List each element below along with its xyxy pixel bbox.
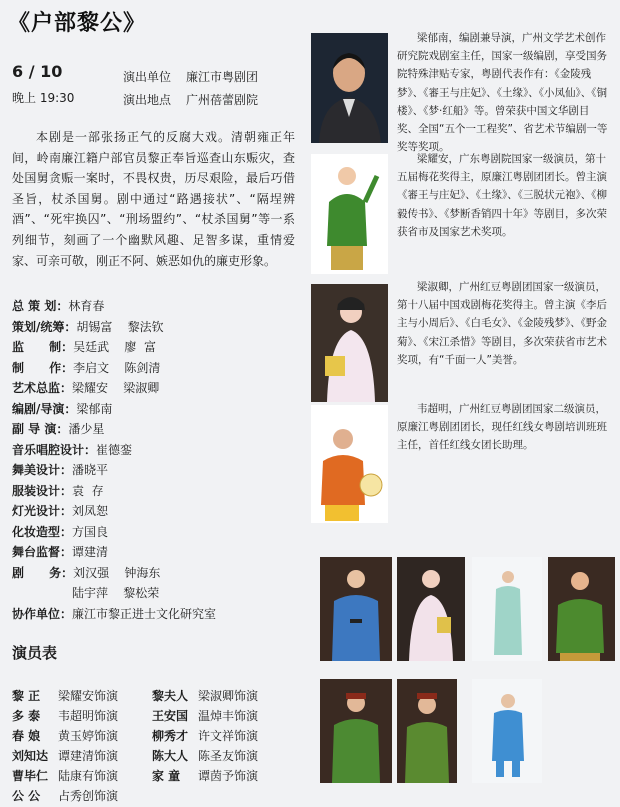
cast-row: 春 娘 黄玉婷饰演 柳秀才 许文祥饰演 <box>12 729 259 743</box>
credit-row: 艺术总监：梁耀安 梁淑卿 <box>12 381 160 395</box>
credit-row: 音乐唱腔设计：崔德銮 <box>12 442 133 457</box>
cast-heading: 演员表 <box>12 644 58 662</box>
credit-row: 制 作：李启文 陈剑清 <box>12 360 161 375</box>
page-title: 《户部黎公》 <box>8 11 147 36</box>
credit-row: 服装设计：袁 存 <box>12 483 104 498</box>
credit-row: 剧 务：刘汉强 钟海东 <box>12 565 161 580</box>
stage-photo-7 <box>472 679 542 783</box>
credit-row: 舞台监督：谭建清 <box>12 545 109 559</box>
stage-photo-3 <box>472 557 542 661</box>
stage-photo-5 <box>320 679 392 783</box>
credit-row: 协作单位：廉江市黎正进士文化研究室 <box>12 606 217 621</box>
venue-label: 演出地点 <box>123 93 172 107</box>
stage-photo-6 <box>397 679 457 783</box>
bio-wei-chaoming: 韦超明，广州红豆粤剧团国家二级演员，原廉江粤剧团团长，现任红线女粤剧培训班班主任，首任红线女团长助理。 <box>397 403 607 452</box>
credit-row: 舞美设计：潘晓平 <box>12 463 109 477</box>
director-photo <box>311 33 388 143</box>
actor-photo-wei-chaoming <box>311 405 388 523</box>
unit-label: 演出单位 <box>123 70 172 84</box>
cast-row: 刘知达 谭建清饰演 陈大人 陈圣友饰演 <box>12 749 259 763</box>
show-date: 6 / 10 <box>12 62 63 81</box>
credit-row: 总 策 划：林育春 <box>12 299 105 313</box>
actor-photo-liang-shuqing <box>311 284 388 402</box>
credit-row: 副 导 演：潘少星 <box>12 422 105 436</box>
bio-liang-yaoan: 梁耀安，广东粤剧院国家一级演员，第十五届梅花奖得主，原廉江粤剧团团长。曾主演《審王与庄妃》、《土缘》、《三脱状元袍》、《柳毅传书》、《梦断香销四十年》等剧目，多次荣获省市及国家艺术奖项。 <box>397 153 607 238</box>
cast-row: 多 泰 韦超明饰演 王安国 温焯丰饰演 <box>12 709 259 723</box>
cast-row: 黎 正 梁耀安饰演 黎夫人 梁淑卿饰演 <box>12 689 259 703</box>
credit-row: 陆宇萍 黎松荣 <box>72 586 160 600</box>
stage-photo-2 <box>397 557 465 661</box>
venue-value: 广州蓓蕾剧院 <box>186 93 259 107</box>
cast-row: 公 公 占秀创饰演 <box>12 789 119 803</box>
actor-photo-liang-yaoan <box>311 154 388 274</box>
stage-photo-1 <box>320 557 392 661</box>
credit-row: 编剧/导演：梁郁南 <box>12 401 113 416</box>
unit-value: 廉江市粤剧团 <box>186 70 259 84</box>
synopsis: 本剧是一部张扬正气的反腐大戏。清朝雍正年间，岭南廉江籍户部官员黎正奉旨巡查山东赈灾，查处国舅贪赈一案时，不畏权贵，历尽艰险，最后巧借圣旨，杖杀国舅。剧中通过“路遇接状”、“隔埕辨酒”、“死牢换囚”、“刑场盟约”、“杖杀国舅”等一系列细节，刻画了一个幽默风趣、足智多谋，重情爱家、可亲可敬，刚正不阿、嫉恶如仇的廉吏形象。 <box>12 130 295 268</box>
bio-liang-shuqing: 梁淑卿，广州红豆粤剧团国家一级演员，第十八届中国戏剧梅花奖得主。曾主演《李后主与小周后》、《白毛女》、《金陵残梦》、《野金菊》、《宋江杀惜》等剧目，多次荣获省市艺术奖项，有“千面一人”美誉。 <box>397 281 607 366</box>
cast-row: 曹毕仁 陆康有饰演 家 童 谭茵予饰演 <box>12 769 259 783</box>
bio-liang-yunan: 梁郁南，编剧兼导演，广州文学艺术创作研究院戏剧室主任，国家一级编剧，享受国务院特殊津贴专家，粤剧代表作有：《金陵残梦》、《審王与庄妃》、《土缘》、《小凤仙》、《铜楼》、《梦·红船》等。曾荣获中国文华剧目奖、全国“五个一工程奖”、省艺术节编剧一等奖等奖项。 <box>397 32 608 154</box>
stage-photo-4 <box>548 557 615 661</box>
credit-row: 灯光设计：刘凤恕 <box>12 504 109 518</box>
credit-row: 监 制：吴廷武 廖 富 <box>12 340 156 354</box>
credit-row: 化妆造型：方国良 <box>12 524 109 539</box>
credit-row: 策划/统筹：胡锡富 黎法钦 <box>12 319 164 334</box>
show-time: 晚上 19:30 <box>12 91 75 105</box>
